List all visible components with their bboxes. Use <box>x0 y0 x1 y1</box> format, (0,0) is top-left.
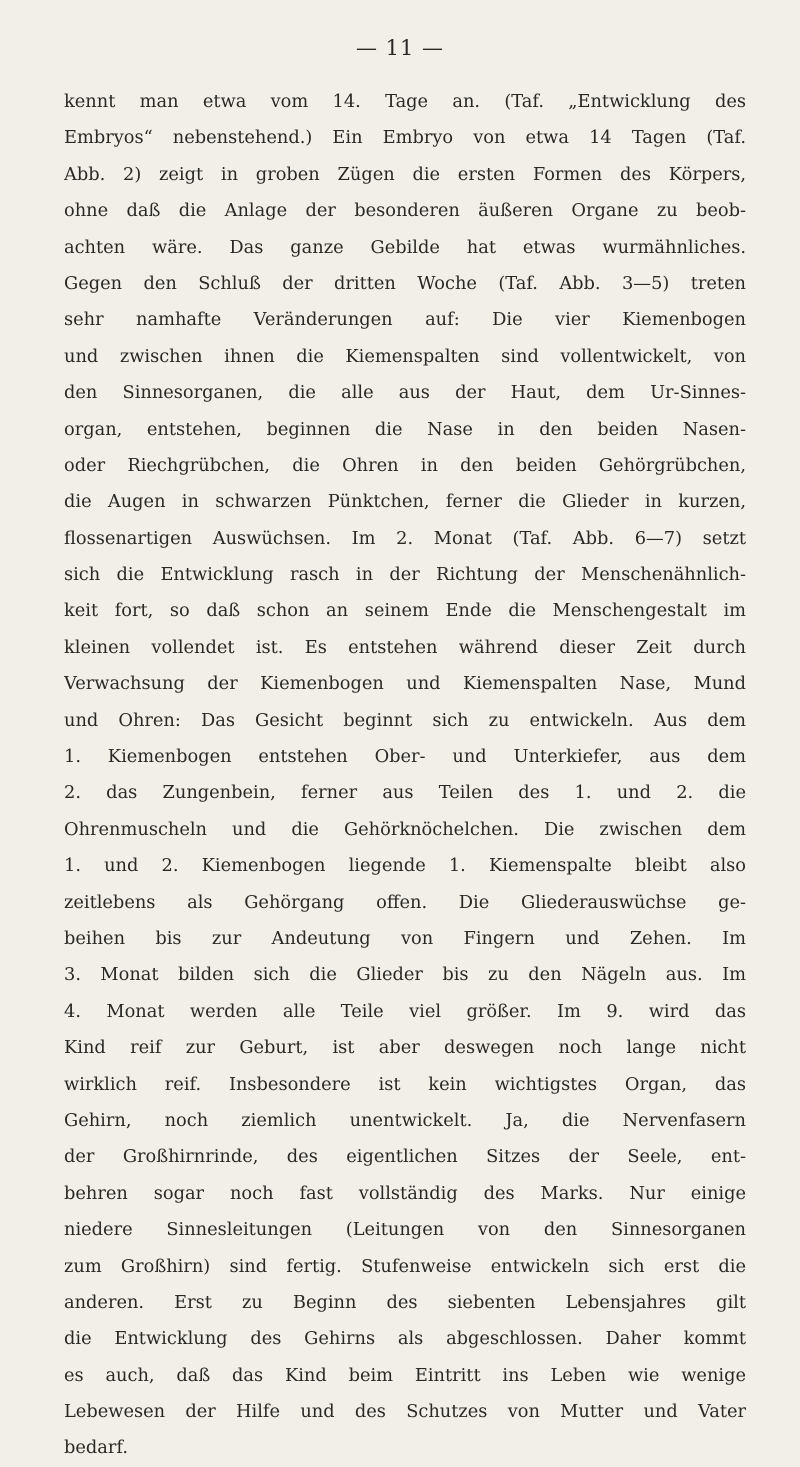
text-line: Embryos“ nebenstehend.) Ein Embryo von etwa 14 Tagen (Taf. <box>64 127 746 149</box>
text-line: und Ohren: Das Gesicht beginnt sich zu entwickeln. Aus dem <box>64 709 746 731</box>
text-line: den Sinnesorganen, die alle aus der Haut, dem Ur-Sinnes- <box>64 382 746 404</box>
text-line: Verwachsung der Kiemenbogen und Kiemenspalten Nase, Mund <box>64 673 746 695</box>
text-line: achten wäre. Das ganze Gebilde hat etwas wurmähnliches. <box>64 236 746 258</box>
text-line: sehr namhafte Veränderungen auf: Die vier Kiemenbogen <box>64 309 746 331</box>
page-number-header: — 11 — <box>355 36 445 60</box>
text-line: die Augen in schwarzen Pünktchen, ferner die Glieder in kurzen, <box>64 491 746 513</box>
text-line: kennt man etwa vom 14. Tage an. (Taf. „Entwicklung des <box>64 91 746 112</box>
text-line: wirklich reif. Insbesondere ist kein wichtigstes Organ, das <box>64 1073 746 1095</box>
text-line: der Großhirnrinde, des eigentlichen Sitzes der Seele, ent- <box>64 1146 746 1168</box>
text-line: Abb. 2) zeigt in groben Zügen die ersten Formen des Körpers, <box>64 163 746 185</box>
text-line: und zwischen ihnen die Kiemenspalten sind vollentwickelt, von <box>64 345 746 367</box>
text-line: anderen. Erst zu Beginn des siebenten Lebensjahres gilt <box>64 1291 746 1313</box>
text-line: organ, entstehen, beginnen die Nase in den beiden Nasen- <box>64 418 746 440</box>
text-line: 4. Monat werden alle Teile viel größer. Im 9. wird das <box>64 1000 746 1022</box>
text-line: zeitlebens als Gehörgang offen. Die Gliederauswüchse ge- <box>64 891 746 913</box>
text-line: beihen bis zur Andeutung von Fingern und Zehen. Im <box>64 927 746 949</box>
text-line: Kind reif zur Geburt, ist aber deswegen noch lange nicht <box>64 1037 746 1059</box>
body-text <box>64 84 746 1467</box>
text-line: flossenartigen Auswüchsen. Im 2. Monat (Taf. Abb. 6—7) setzt <box>64 527 746 549</box>
text-line: 1. und 2. Kiemenbogen liegende 1. Kiemenspalte bleibt also <box>64 855 746 877</box>
text-line: Ohrenmuscheln und die Gehörknöchelchen. Die zwischen dem <box>64 818 746 840</box>
text-line: Lebewesen der Hilfe und des Schutzes von Mutter und Vater <box>64 1401 746 1423</box>
text-line: niedere Sinnesleitungen (Leitungen von den Sinnesorganen <box>64 1219 746 1241</box>
text-line: 1. Kiemenbogen entstehen Ober- und Unterkiefer, aus dem <box>64 746 746 768</box>
text-line: oder Riechgrübchen, die Ohren in den beiden Gehörgrübchen, <box>64 454 746 476</box>
text-line: es auch, daß das Kind beim Eintritt ins Leben wie wenige <box>64 1364 746 1386</box>
text-line: bedarf. <box>64 1437 128 1459</box>
text-line: zum Großhirn) sind fertig. Stufenweise entwickeln sich erst die <box>64 1255 746 1277</box>
text-line: sich die Entwicklung rasch in der Richtung der Menschenähnlich- <box>64 564 746 586</box>
text-line: kleinen vollendet ist. Es entstehen während dieser Zeit durch <box>64 636 746 658</box>
text-line: behren sogar noch fast vollständig des Marks. Nur einige <box>64 1182 746 1204</box>
text-line: Gehirn, noch ziemlich unentwickelt. Ja, die Nervenfasern <box>64 1109 746 1131</box>
text-line: ohne daß die Anlage der besonderen äußeren Organe zu beob- <box>64 200 746 222</box>
text-line: keit fort, so daß schon an seinem Ende die Menschengestalt im <box>64 600 746 622</box>
text-line: 3. Monat bilden sich die Glieder bis zu den Nägeln aus. Im <box>64 964 746 986</box>
text-line: 2. das Zungenbein, ferner aus Teilen des 1. und 2. die <box>64 782 746 804</box>
text-line: Gegen den Schluß der dritten Woche (Taf. Abb. 3—5) treten <box>64 272 746 294</box>
text-line: die Entwicklung des Gehirns als abgeschlossen. Daher kommt <box>64 1328 746 1350</box>
